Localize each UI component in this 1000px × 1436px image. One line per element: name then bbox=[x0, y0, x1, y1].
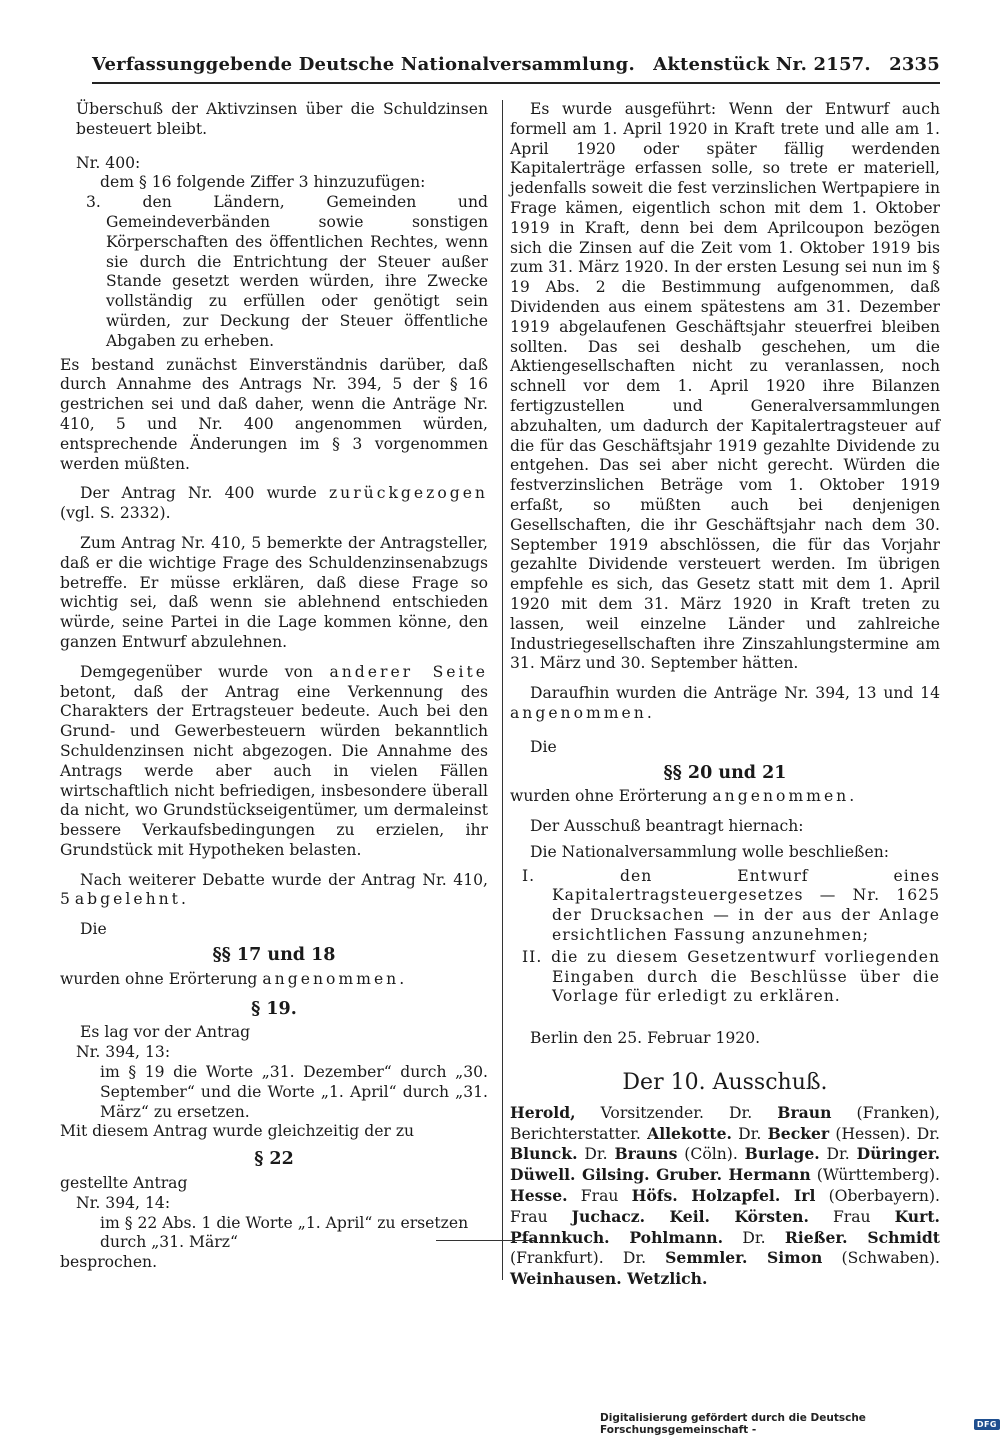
motion-text: im § 22 Abs. 1 die Worte „1. April“ zu ersetzen durch „31. März“ bbox=[100, 1213, 469, 1252]
text: Dr. bbox=[577, 1145, 615, 1164]
member-name: Blunck. bbox=[510, 1144, 578, 1164]
resolution-item: I. den Entwurf eines Kapitalertragsteuergesetzes — Nr. 1625 der Drucksachen — in der aus der Anlage ersichtlichen Fassung anzunehmen; bbox=[522, 866, 940, 945]
footer-rule bbox=[436, 1240, 536, 1241]
text: (Cöln). bbox=[677, 1145, 745, 1164]
paragraph bbox=[60, 871, 488, 911]
motion-text: im § 19 die Worte „31. Dezember“ durch „30. September“ und die Worte „1. April“ durch „31. März“ zu ersetzen. bbox=[100, 1063, 488, 1121]
text: (Frankfurt). Dr. bbox=[510, 1249, 666, 1268]
right-column bbox=[510, 100, 940, 1290]
emphasis: angenommen. bbox=[712, 787, 858, 806]
text: (Württemberg). bbox=[810, 1166, 940, 1185]
paragraph bbox=[510, 684, 940, 724]
resolution-item: II. die zu diesem Gesetzentwurf vorliegenden Eingaben durch die Beschlüsse über die Vorlage für erledigt zu erklären. bbox=[522, 947, 940, 1006]
member-name: Herold, bbox=[510, 1102, 576, 1122]
motion-number: Nr. 394, 13: bbox=[76, 1043, 171, 1062]
page-header bbox=[92, 54, 940, 75]
paragraph bbox=[510, 787, 940, 807]
member-name: Höfs. Holzapfel. Irl bbox=[631, 1186, 816, 1206]
text: Frau bbox=[567, 1187, 632, 1206]
text: betont, daß der Antrag eine Verkennung des Charakters der Ertragsteuer bedeute. Auch bei den Grund- und Gewerbesteuern würden bekanntlich Schuldenzinsen nicht abgezogen. Die Annahme des Antrags werde aber auch in vielen Fällen wirtschaftlich nicht befriedigen, insbesondere überall da nicht, wo Grundstückseigentümer, um dermaleinst bessere Verkaufsbedingungen zu erzielen, ihr Grundstück mit Hypotheken belasten. bbox=[60, 682, 488, 859]
member-name: Rießer. Schmidt bbox=[784, 1227, 940, 1247]
paragraph bbox=[60, 484, 488, 524]
emphasis: zurückgezogen bbox=[328, 484, 488, 503]
text: Der Antrag Nr. 400 wurde bbox=[80, 484, 317, 503]
text: Vorsitzender. Dr. bbox=[575, 1103, 778, 1122]
paragraph bbox=[60, 970, 488, 990]
paragraph: Es bestand zunächst Einverständnis darüber, daß durch Annahme des Antrags Nr. 394, 5 der § 16 gestrichen sei und daß daher, wenn die Anträge Nr. 410, 5 und Nr. 400 angenommen würden, entsprechende Änderungen im § 3 vorgenommen werden müßten. bbox=[60, 355, 488, 473]
emphasis: anderer Seite bbox=[329, 662, 488, 681]
member-name: Braun bbox=[777, 1102, 832, 1122]
header-title: Verfassunggebende Deutsche Nationalversammlung. bbox=[92, 54, 635, 75]
dfg-logo: DFG bbox=[974, 1419, 1000, 1430]
motion-item: 3. den Ländern, Gemeinden und Gemeindeverbänden sowie sonstigen Körperschaften des öffentlichen Rechtes, wenn sie durch die Entrichtung der Steuer außer Stande gesetzt werden würden, ihre Zwecke vollständig zu erfüllen oder genötigt sein würden, zur Deckung der Steuer öffentliche Abgaben zu erheben. bbox=[86, 193, 488, 350]
text: (vgl. S. 2332). bbox=[60, 504, 171, 523]
text: Daraufhin wurden die Anträge Nr. 394, 13 und 14 bbox=[530, 684, 940, 703]
paragraph: besprochen. bbox=[60, 1253, 158, 1272]
member-name: Hesse. bbox=[510, 1186, 568, 1206]
text: (Oberbayern). Frau bbox=[510, 1187, 940, 1226]
paragraph bbox=[60, 663, 488, 861]
paragraph: Die bbox=[530, 737, 557, 756]
paragraph: Die bbox=[80, 920, 107, 939]
member-list bbox=[510, 1103, 940, 1290]
committee-title: Der 10. Ausschuß. bbox=[622, 1070, 828, 1096]
digitization-text: Digitalisierung gefördert durch die Deutsche Forschungsgemeinschaft - bbox=[600, 1412, 866, 1436]
text: (Hessen). Dr. bbox=[829, 1124, 941, 1143]
motion-number: Nr. 400: bbox=[76, 153, 141, 172]
member-name: Becker bbox=[767, 1123, 830, 1143]
member-name: Juchacz. Keil. Körsten. bbox=[571, 1206, 809, 1226]
section-heading: § 19. bbox=[251, 998, 297, 1019]
emphasis: angenommen. bbox=[262, 969, 408, 988]
member-name: Semmler. Simon bbox=[665, 1248, 823, 1268]
member-name: Düringer. Düwell. Gilsing. Gruber. Hermann bbox=[510, 1144, 940, 1185]
paragraph: Der Ausschuß beantragt hiernach: bbox=[530, 817, 804, 836]
paragraph: Überschuß der Aktivzinsen über die Schuldzinsen besteuert bleibt. bbox=[76, 100, 488, 138]
emphasis: angenommen. bbox=[510, 703, 655, 722]
date-line: Berlin den 25. Februar 1920. bbox=[530, 1029, 761, 1048]
page-number: 2335 bbox=[889, 54, 940, 75]
section-heading: §§ 17 und 18 bbox=[212, 945, 336, 966]
left-column bbox=[60, 100, 488, 1273]
text: wurden ohne Erörterung bbox=[60, 969, 258, 988]
member-name: Brauns bbox=[614, 1144, 678, 1164]
paragraph: gestellte Antrag bbox=[60, 1174, 188, 1193]
column-divider bbox=[502, 100, 503, 1280]
text: Nach weiterer Debatte wurde der Antrag Nr. 410, 5 bbox=[60, 870, 488, 909]
text: wurden ohne Erörterung bbox=[510, 787, 708, 806]
header-document-number: Aktenstück Nr. 2157. bbox=[653, 54, 871, 75]
member-name: Kurt. Pfannkuch. Pohlmann. bbox=[510, 1206, 940, 1247]
paragraph: dem § 16 folgende Ziffer 3 hinzuzufügen: bbox=[100, 173, 426, 192]
text: Dr. bbox=[819, 1145, 857, 1164]
digitization-note bbox=[600, 1412, 1000, 1436]
motion-number: Nr. 394, 14: bbox=[76, 1193, 171, 1212]
text: Dr. bbox=[731, 1124, 768, 1143]
paragraph: Zum Antrag Nr. 410, 5 bemerkte der Antragsteller, daß er die wichtige Frage des Schuldenzinsenabzugs betreffe. Er müsse erklären, daß diese Frage so wichtig sei, daß wenn sie ablehnend entschieden würde, seine Partei in die Lage kommen könne, den ganzen Entwurf abzulehnen. bbox=[60, 533, 488, 651]
emphasis: abgelehnt. bbox=[74, 890, 189, 909]
member-name: Weinhausen. Wetzlich. bbox=[510, 1269, 708, 1289]
paragraph: Die Nationalversammlung wolle beschließen: bbox=[530, 842, 889, 861]
text: Dr. bbox=[723, 1228, 785, 1247]
section-heading: §§ 20 und 21 bbox=[663, 762, 787, 783]
text: (Schwaben). bbox=[822, 1249, 940, 1268]
paragraph: Es wurde ausgeführt: Wenn der Entwurf auch formell am 1. April 1920 in Kraft trete und alle am 1. April 1920 oder später fällig werdenden Kapitalerträge erfassen solle, so trete er materiell, jedenfalls soweit die fest verzinslichen Wertpapiere in Frage kämen, eigentlich schon mit dem 1. Oktober 1919 in Kraft, denn bei dem Aprilcoupon bezögen sich die Zinsen auf die Zeit vom 1. Oktober 1919 bis zum 31. März 1920. In der ersten Lesung sei nun im § 19 Abs. 2 die Bestimmung aufgenommen, daß Dividenden aus einem spätestens am 31. Dezember 1919 abgelaufenen Geschäftsjahr steuerfrei bleiben sollten. Das sei deshalb geschehen, um die Aktiengesellschaften nicht zu veranlassen, noch schnell vor dem 1. April 1920 ihre Bilanzen fertigzustellen und Generalversammlungen abzuhalten, um dadurch der Kapitalertragsteuer auf die für das Geschäftsjahr 1919 gezahlte Dividende zu entgehen. Das sei aber nicht gerecht. Würden die festverzinslichen Beträge vom 1. Oktober 1919 erfaßt, so müßten auch bei denjenigen Gesellschaften, die ihr Geschäftsjahr nach dem 30. September 1919 abschlössen, die für das Vorjahr gezahlte Dividende versteuert werden. Im übrigen empfehle es sich, das Gesetz statt mit dem 1. April 1920 mit dem 31. März 1920 in Kraft treten zu lassen, weil einzelne Länder und zahlreiche Industriegesellschaften ihre Zinszahlungstermine am 31. März und 30. September hätten. bbox=[510, 100, 940, 673]
text: (Franken), Berichterstatter. bbox=[510, 1103, 940, 1143]
text: Demgegenüber wurde von bbox=[80, 662, 313, 681]
header-rule bbox=[92, 82, 940, 84]
section-heading: § 22 bbox=[254, 1149, 294, 1170]
paragraph: Mit diesem Antrag wurde gleichzeitig der zu bbox=[60, 1122, 415, 1141]
member-name: Burlage. bbox=[744, 1144, 820, 1164]
text: Frau bbox=[808, 1207, 895, 1226]
paragraph: Es lag vor der Antrag bbox=[80, 1023, 251, 1042]
member-name: Allekotte. bbox=[647, 1123, 732, 1143]
